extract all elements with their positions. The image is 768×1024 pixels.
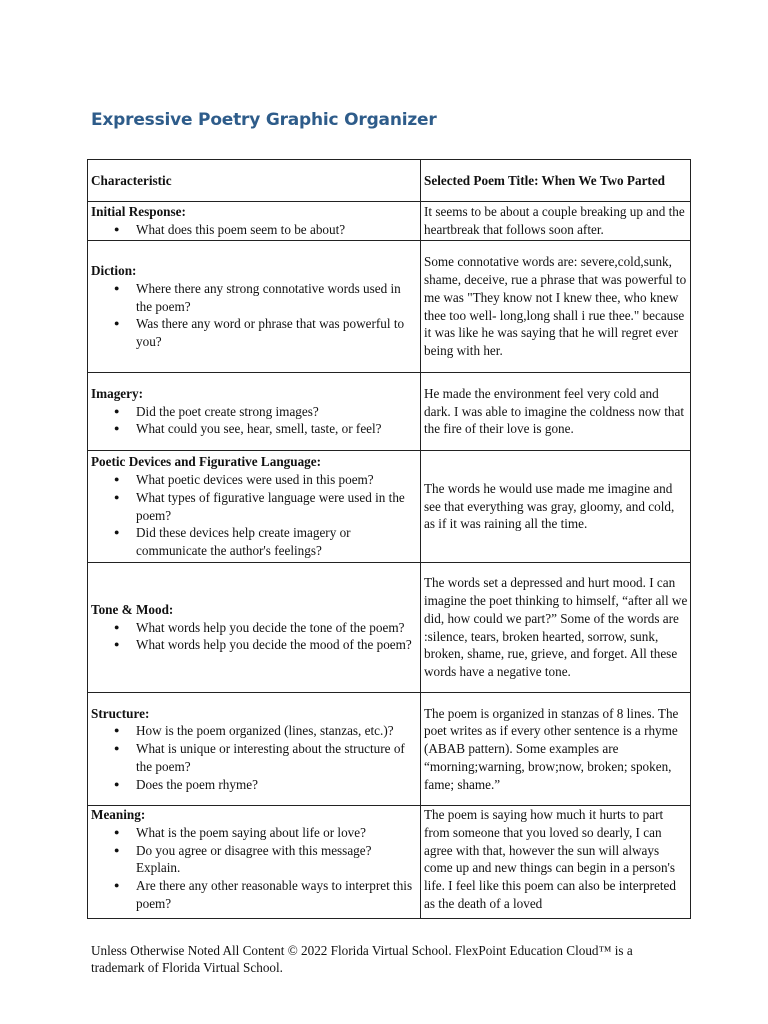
question-item: ● What is unique or interesting about the structure of the poem? [114,741,405,774]
bullet-icon: ● [114,826,120,837]
question-item: ● What does this poem seem to be about? [114,222,346,237]
question-item: ● Do you agree or disagree with this message? Explain. [114,842,372,876]
characteristic-cell [88,693,421,806]
question-list [91,280,418,351]
characteristic-cell [88,373,421,451]
question-item: ● What poetic devices were used in this poem? [114,471,374,487]
response-cell [421,693,691,806]
bullet-icon: ● [114,491,120,502]
bullet-icon: ● [114,423,120,434]
bullet-icon: ● [114,725,120,736]
table-header-row [88,160,691,202]
characteristic-heading: Structure: [91,705,150,721]
question-list [91,619,418,655]
table-row-imagery [88,373,691,451]
bullet-icon: ● [114,318,120,329]
question-list [91,824,418,913]
characteristic-cell [88,806,421,919]
question-item: ● What types of figurative language were used in the poem? [114,489,405,523]
question-list [91,722,418,793]
question-item: ● Are there any other reasonable ways to interpret this poem? [114,878,413,911]
response-cell [421,451,691,563]
question-item: ● Did these devices help create imagery or communicate the author's feelings? [114,525,351,559]
question-list [91,471,418,560]
graphic-organizer-table [87,159,691,919]
response-cell [421,563,691,693]
response-text: The words he would use made me imagine and see that everything was gray, gloomy, and cold, as if it was raining all the time. [424,480,675,532]
characteristic-cell [88,563,421,693]
response-text: Some connotative words are: severe,cold,sunk, shame, deceive, rue a phrase that was powerful to me was "They know not I knew thee, who knew thee too well- long,long shall i rue thee." because it was like he was saying that he will regret ever being with her. [424,254,687,359]
response-cell [421,373,691,451]
bullet-icon: ● [114,405,120,416]
characteristic-cell [88,451,421,563]
characteristic-heading: Tone & Mood: [91,601,174,617]
question-list [91,221,418,239]
bullet-icon: ● [114,639,120,650]
response-text: It seems to be about a couple breaking up and the heartbreak that follows soon after. [424,204,685,237]
characteristic-heading: Initial Response: [91,204,186,220]
response-text: He made the environment feel very cold and dark. I was able to imagine the coldness now that the fire of their love is gone. [424,385,685,437]
question-item: ● What words help you decide the mood of the poem? [114,637,412,653]
question-item: ● What words help you decide the tone of the poem? [114,619,405,635]
table-row-diction [88,241,691,373]
header-characteristic: Characteristic [88,160,421,202]
characteristic-heading: Imagery: [91,385,143,401]
response-text: The poem is organized in stanzas of 8 lines. The poet writes as if every other sentence is a rhyme (ABAB pattern). Some examples are “morning;warning, brow;now, broken; spoken, fame; shame.” [424,705,679,792]
response-cell [421,806,691,919]
characteristic-heading: Meaning: [91,807,146,822]
response-text: The poem is saying how much it hurts to part from someone that you loved so dearly, I can agree with that, however the sun will always come up and new things can begin in a person's life. I feel like this poem can also be interpreted as the death of a loved [424,807,676,911]
table-row-structure [88,693,691,806]
bullet-icon: ● [114,844,120,855]
table-row-meaning [88,806,691,919]
bullet-icon: ● [114,743,120,754]
question-item: ● Where there any strong connotative words used in the poem? [114,280,401,314]
characteristic-cell [88,202,421,241]
bullet-icon: ● [114,621,120,632]
bullet-icon: ● [114,282,120,293]
bullet-icon: ● [114,778,120,789]
response-cell [421,202,691,241]
table-row-poetic-devices [88,451,691,563]
response-cell [421,241,691,373]
characteristic-cell [88,241,421,373]
page-title: Expressive Poetry Graphic Organizer [91,110,437,130]
bullet-icon: ● [114,880,120,891]
characteristic-heading: Diction: [91,263,137,278]
response-text: The words set a depressed and hurt mood. I can imagine the poet thinking to himself, “after all we did, how could we part?” Some of the words are :silence, tears, broken hearted, sorrow, sunk, broken, shame, rue, grieve, and forget. All these words have a negative tone. [424,575,688,680]
question-item: ● Does the poem rhyme? [114,776,258,792]
question-item: ● How is the poem organized (lines, stanzas, etc.)? [114,723,394,739]
bullet-icon: ● [114,473,120,484]
question-item: ● What could you see, hear, smell, taste, or feel? [114,421,382,437]
copyright-footer: Unless Otherwise Noted All Content © 2022 Florida Virtual School. FlexPoint Education Cloud™ is a trademark of Florida Virtual School. [91,943,633,975]
bullet-icon: ● [114,527,120,538]
question-item: ● Did the poet create strong images? [114,403,319,419]
characteristic-heading: Poetic Devices and Figurative Language: [91,454,322,470]
question-list [91,403,418,439]
table-row-tone-mood [88,563,691,693]
table-row-initial-response [88,202,691,241]
question-item: ● What is the poem saying about life or love? [114,824,366,840]
header-poem-title: Selected Poem Title: When We Two Parted [421,160,691,202]
bullet-icon: ● [114,224,120,234]
question-item: ● Was there any word or phrase that was powerful to you? [114,316,405,350]
